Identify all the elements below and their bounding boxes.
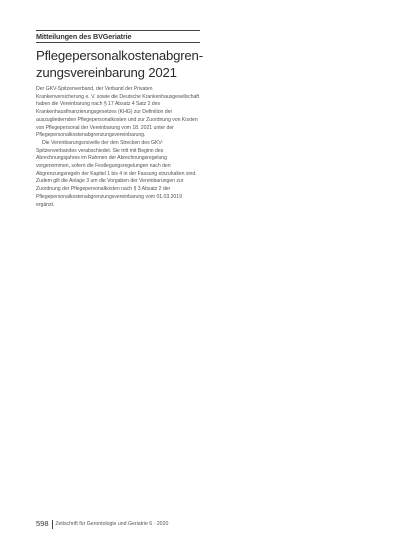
article-title-line-2: zungsvereinbarung 2021 <box>36 65 177 80</box>
section-header <box>36 30 200 43</box>
journal-citation: Zeitschrift für Gerontologie und Geriatrie 6 · 2020 <box>55 521 169 527</box>
article-title-line-1: Pflegepersonalkostenabgren- <box>36 48 203 63</box>
page-footer <box>36 519 168 529</box>
article-body <box>36 86 200 209</box>
article-title <box>36 47 206 81</box>
body-paragraph-2: Die Vereinbarungsnovelle der den Strecken des GKV-Spitzenverbandes verabschiedet. Sie tritt mit Beginn des Abrechnungsjahres im Rahmen der Abrechnungsregelung vorgenommen, sofern die Festlegungsregelungen nach den Abgrenzungsregeln der Kapitel 1 bis 4 in der Fassung einzuhalten sind. Zudem gilt die Anlage 3 um die Vorgaben der Vereinbarungen zur Zuordnung der Pflegepersonalkosten nach § 3 Absatz 2 der Pflegepersonalkostenabgrenzungsvereinbarung vom 01.03.2019 ergänzt. <box>36 139 197 208</box>
section-label: Mitteilungen des BVGeriatrie <box>36 32 132 41</box>
page-number: 598 <box>36 519 49 528</box>
body-paragraph-1: Der GKV-Spitzenverband, der Verband der Privaten Krankenversicherung e. V. sowie die Deutsche Krankenhausgesellschaft haben die Vereinbarung nach § 17 Absatz 4 Satz 2 des Krankenhausfinanzierungsgesetzes (KHG) zur Definition der auszugliedernden Pflegepersonalkosten und zur Zuordnung von Kosten von Pflegepersonal der Vereinbarung vom 18. 2021 unter der Pflegepersonalkostenabgrenzungsvereinbarung. <box>36 86 200 139</box>
footer-divider <box>52 520 53 529</box>
